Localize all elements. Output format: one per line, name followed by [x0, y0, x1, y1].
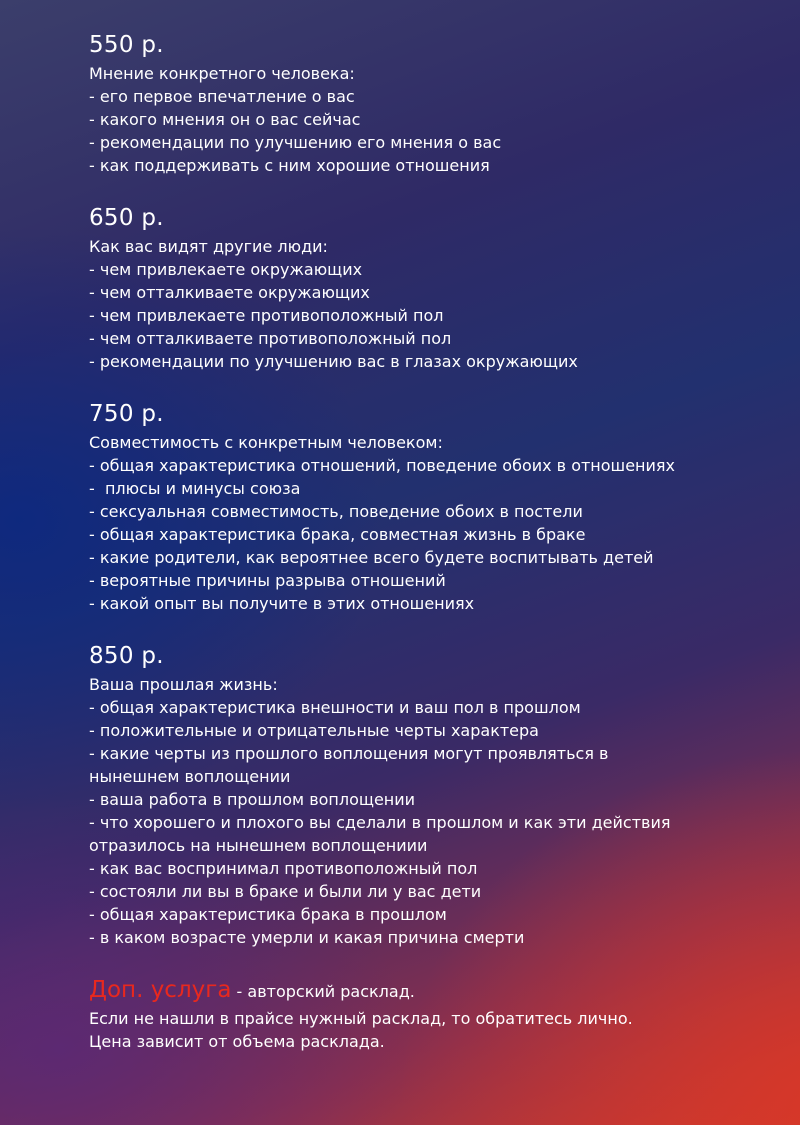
service-item: - общая характеристика внешности и ваш пол в прошлом: [89, 698, 581, 717]
service-item: - сексуальная совместимость, поведение обоих в постели: [89, 502, 583, 521]
service-title: Совместимость с конкретным человеком:: [89, 433, 443, 452]
service-item: - в каком возрасте умерли и какая причина смерти: [89, 928, 525, 947]
price-sections: [89, 30, 789, 949]
service-item: - какой опыт вы получите в этих отношениях: [89, 594, 475, 613]
service-item: - ваша работа в прошлом воплощении: [89, 790, 416, 809]
service-item: - что хорошего и плохого вы сделали в прошлом и как эти действия: [89, 813, 671, 832]
service-item: - рекомендации по улучшению вас в глазах окружающих: [89, 352, 578, 371]
extra-service: [89, 975, 789, 1053]
extra-service-price-note: Цена зависит от объема расклада.: [89, 1032, 385, 1051]
price-list: [89, 30, 789, 1053]
price-section: [89, 30, 789, 177]
service-item: - вероятные причины разрыва отношений: [89, 571, 446, 590]
service-item: - рекомендации по улучшению его мнения о вас: [89, 133, 502, 152]
extra-service-accent: Доп. услуга: [89, 977, 232, 1003]
price-value: 850 р.: [89, 643, 164, 669]
service-item: - общая характеристика отношений, поведение обоих в отношениях: [89, 456, 675, 475]
service-item: - плюсы и минусы союза: [89, 479, 301, 498]
price-value: 750 р.: [89, 401, 164, 427]
service-item: - его первое впечатление о вас: [89, 87, 355, 106]
price-value: 650 р.: [89, 205, 164, 231]
extra-service-label: - авторский расклад.: [231, 982, 415, 1001]
service-item: - как вас воспринимал противоположный пол: [89, 859, 478, 878]
service-item: - общая характеристика брака в прошлом: [89, 905, 447, 924]
price-section: [89, 641, 789, 949]
service-item: - общая характеристика брака, совместная жизнь в браке: [89, 525, 586, 544]
service-title: Ваша прошлая жизнь:: [89, 675, 278, 694]
service-item: - как поддерживать с ним хорошие отношения: [89, 156, 490, 175]
price-section: [89, 203, 789, 373]
service-item: нынешнем воплощении: [89, 767, 291, 786]
service-item: - чем привлекаете окружающих: [89, 260, 363, 279]
price-section: [89, 399, 789, 615]
service-item: - чем привлекаете противоположный пол: [89, 306, 444, 325]
service-title: Как вас видят другие люди:: [89, 237, 328, 256]
service-item: - положительные и отрицательные черты характера: [89, 721, 539, 740]
service-item: - чем отталкиваете противоположный пол: [89, 329, 452, 348]
service-item: - какие черты из прошлого воплощения могут проявляться в: [89, 744, 609, 763]
extra-service-note: Если не нашли в прайсе нужный расклад, то обратитесь лично.: [89, 1009, 633, 1028]
service-item: - чем отталкиваете окружающих: [89, 283, 370, 302]
service-item: - какие родители, как вероятнее всего будете воспитывать детей: [89, 548, 654, 567]
service-title: Мнение конкретного человека:: [89, 64, 355, 83]
service-item: - какого мнения он о вас сейчас: [89, 110, 361, 129]
extra-service-heading: [89, 975, 789, 1007]
service-item: отразилось на нынешнем воплощениии: [89, 836, 428, 855]
service-item: - состояли ли вы в браке и были ли у вас дети: [89, 882, 482, 901]
price-value: 550 р.: [89, 32, 164, 58]
